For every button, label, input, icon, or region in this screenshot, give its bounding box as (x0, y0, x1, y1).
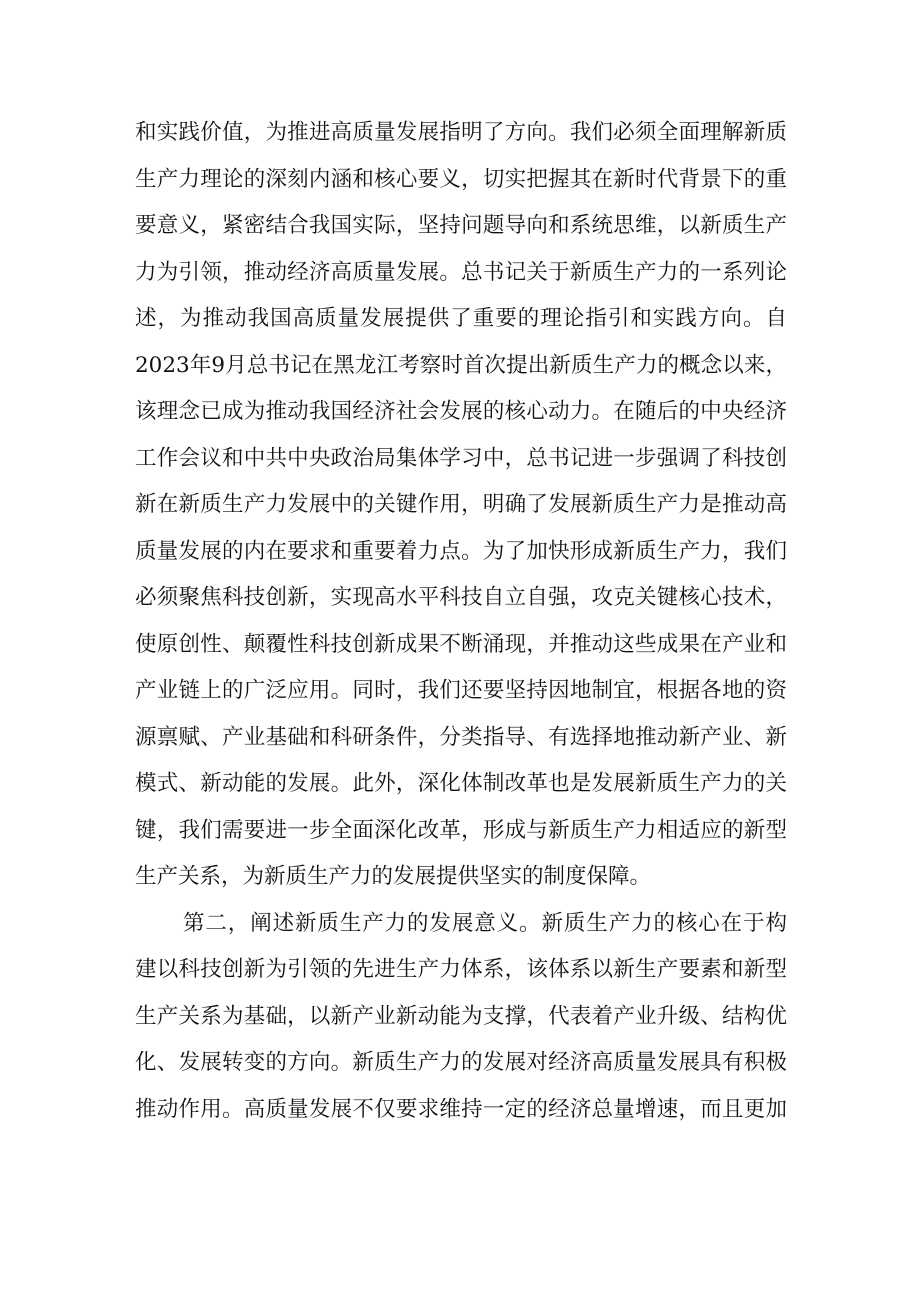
text-line: 述，为推动我国高质量发展提供了重要的理论指引和实践方向。自 (135, 306, 787, 331)
text-line: 该理念已成为推动我国经济社会发展的核心动力。在随后的中央经济 (135, 399, 787, 424)
text-line: 和实践价值，为推进高质量发展指明了方向。我们必须全面理解新质 (135, 120, 787, 145)
text-line: 源禀赋、产业基础和科研条件，分类指导、有选择地推动新产业、新 (135, 724, 787, 750)
text-line: 质量发展的内在要求和重要着力点。为了加快形成新质生产力，我们 (135, 538, 787, 564)
text-line: 使原创性、颠覆性科技创新成果不断涌现，并推动这些成果在产业和 (135, 631, 787, 657)
text-line: 新在新质生产力发展中的关键作用，明确了发展新质生产力是推动高 (135, 492, 787, 517)
text-line: 工作会议和中共中央政治局集体学习中，总书记进一步强调了科技创 (135, 445, 787, 471)
text-line: 推动作用。高质量发展不仅要求维持一定的经济总量增速，而且更加 (135, 1096, 787, 1122)
text-line: 键，我们需要进一步全面深化改革，形成与新质生产力相适应的新型 (135, 817, 787, 843)
document-body (135, 110, 787, 1133)
text-line: 要意义，紧密结合我国实际，坚持问题导向和系统思维，以新质生产 (135, 213, 787, 238)
text-line: 2023年9月总书记在黑龙江考察时首次提出新质生产力的概念以来， (135, 352, 787, 378)
paragraph-1 (135, 110, 787, 901)
text-line: 产业链上的广泛应用。同时，我们还要坚持因地制宜，根据各地的资 (135, 678, 787, 703)
text-line: 力为引领，推动经济高质量发展。总书记关于新质生产力的一系列论 (135, 259, 787, 285)
text-line: 化、发展转变的方向。新质生产力的发展对经济高质量发展具有积极 (135, 1050, 787, 1075)
text-line: 建以科技创新为引领的先进生产力体系，该体系以新生产要素和新型 (135, 957, 787, 982)
text-line: 必须聚焦科技创新，实现高水平科技自立自强，攻克关键核心技术， (135, 585, 787, 610)
text-line: 生产力理论的深刻内涵和核心要义，切实把握其在新时代背景下的重 (135, 166, 787, 192)
text-line: 生产关系，为新质生产力的发展提供坚实的制度保障。 (135, 864, 652, 889)
text-line: 生产关系为基础，以新产业新动能为支撑，代表着产业升级、结构优 (135, 1003, 787, 1029)
text-line: 模式、新动能的发展。此外，深化体制改革也是发展新质生产力的关 (135, 771, 787, 796)
paragraph-2 (135, 901, 787, 1134)
text-line: 第二，阐述新质生产力的发展意义。新质生产力的核心在于构 (183, 910, 787, 936)
